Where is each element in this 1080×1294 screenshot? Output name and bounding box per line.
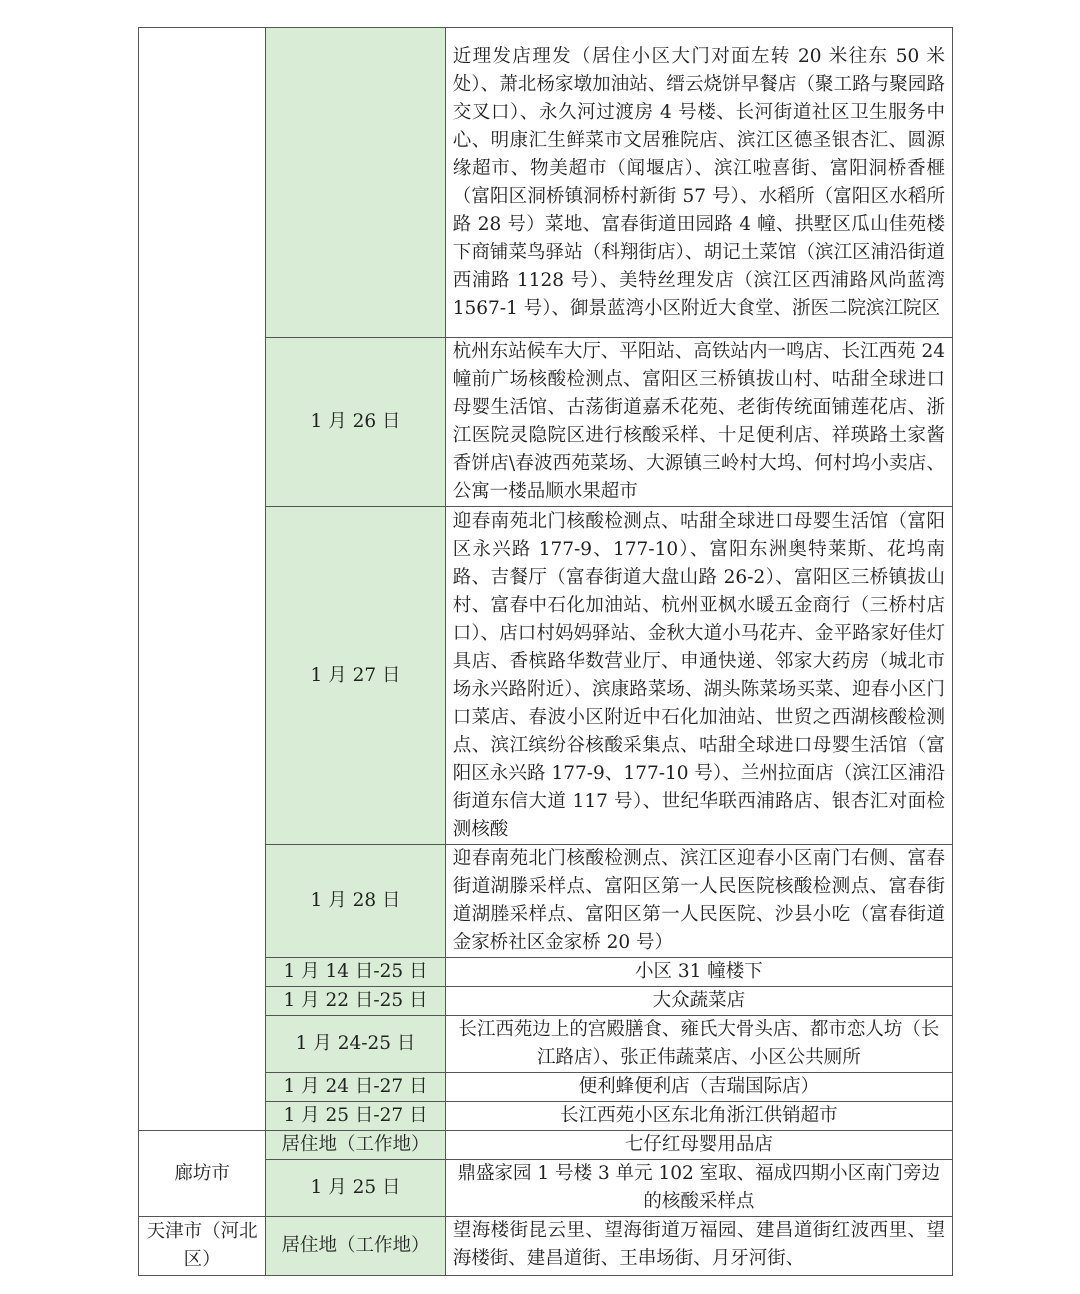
city-cell-tianjin: 天津市（河北区） xyxy=(139,1217,266,1276)
places-cell: 小区 31 幢楼下 xyxy=(445,958,952,987)
places-cell: 便利蜂便利店（吉瑞国际店） xyxy=(445,1073,952,1102)
city-cell-langfang: 廊坊市 xyxy=(139,1131,266,1217)
date-cell: 1 月 27 日 xyxy=(266,507,445,845)
table-row xyxy=(139,1131,953,1160)
places-cell: 杭州东站候车大厅、平阳站、高铁站内一鸣店、长江西苑 24 幢前广场核酸检测点、富阳区三桥镇拔山村、咕甜全球进口母婴生活馆、古荡街道嘉禾花苑、老街传统面铺莲花店、浙江医院灵隐院区进行核酸采样、十足便利店、祥瑛路土家酱香饼店\春波西苑菜场、大源镇三岭村大坞、何村坞小卖店、公寓一楼品顺水果超市 xyxy=(445,338,952,507)
places-cell: 迎春南苑北门核酸检测点、咕甜全球进口母婴生活馆（富阳区永兴路 177-9、177-10）、富阳东洲奥特莱斯、花坞南路、吉餐厅（富春街道大盘山路 26-2）、富阳区三桥镇拔山村、富春中石化加油站、杭州亚枫水暖五金商行（三桥村店口）、店口村妈妈驿站、金秋大道小马花卉、金平路家好佳灯具店、香槟路华数营业厅、申通快递、邻家大药房（城北市场永兴路附近）、滨康路菜场、湖头陈菜场买菜、迎春小区门口菜店、春波小区附近中石化加油站、世贸之西湖核酸检测点、滨江缤纷谷核酸采集点、咕甜全球进口母婴生活馆（富阳区永兴路 177-9、177-10 号）、兰州拉面店（滨江区浦沿街道东信大道 117 号）、世纪华联西浦路店、银杏汇对面检测核酸 xyxy=(445,507,952,845)
date-cell: 1 月 24 日-27 日 xyxy=(266,1073,445,1102)
date-cell: 1 月 28 日 xyxy=(266,845,445,958)
places-cell: 长江西苑边上的宫殿膳食、雍氏大骨头店、都市恋人坊（长江路店）、张正伟蔬菜店、小区公共厕所 xyxy=(445,1016,952,1073)
date-cell: 居住地（工作地） xyxy=(266,1131,445,1160)
date-cell: 1 月 22 日-25 日 xyxy=(266,987,445,1016)
date-cell: 1 月 26 日 xyxy=(266,338,445,507)
places-cell: 近理发店理发（居住小区大门对面左转 20 米往东 50 米处）、萧北杨家墩加油站、缙云烧饼早餐店（聚工路与聚园路交叉口）、永久河过渡房 4 号楼、长河街道社区卫生服务中心、明康汇生鲜菜市文居雅院店、滨江区德圣银杏汇、圆源缘超市、物美超市（闻堰店）、滨江啦喜街、富阳洞桥香榧（富阳区洞桥镇洞桥村新街 57 号）、水稻所（富阳区水稻所路 28 号）菜地、富春街道田园路 4 幢、拱墅区瓜山佳苑楼下商铺菜鸟驿站（科翔街店）、胡记土菜馆（滨江区浦沿街道西浦路 1128 号）、美特丝理发店（滨江区西浦路风尚蓝湾 1567-1 号）、御景蓝湾小区附近大食堂、浙医二院滨江院区 xyxy=(445,28,952,338)
date-cell xyxy=(266,28,445,338)
table-row xyxy=(139,1217,953,1276)
date-cell: 1 月 14 日-25 日 xyxy=(266,958,445,987)
city-cell-hangzhou xyxy=(139,28,266,1131)
places-cell: 七仔红母婴用品店 xyxy=(445,1131,952,1160)
places-cell: 长江西苑小区东北角浙江供销超市 xyxy=(445,1102,952,1131)
places-cell: 鼎盛家园 1 号楼 3 单元 102 室取、福成四期小区南门旁边的核酸采样点 xyxy=(445,1160,952,1217)
date-cell: 1 月 25 日 xyxy=(266,1160,445,1217)
date-cell: 居住地（工作地） xyxy=(266,1217,445,1276)
places-cell: 大众蔬菜店 xyxy=(445,987,952,1016)
places-cell: 迎春南苑北门核酸检测点、滨江区迎春小区南门右侧、富春街道湖滕采样点、富阳区第一人民医院核酸检测点、富春街道湖塍采样点、富阳区第一人民医院、沙县小吃（富春街道金家桥社区金家桥 20 号） xyxy=(445,845,952,958)
date-cell: 1 月 25 日-27 日 xyxy=(266,1102,445,1131)
locations-table xyxy=(138,27,953,1276)
places-cell: 望海楼街昆云里、望海街道万福园、建昌道街红波西里、望海楼街、建昌道街、王串场街、月牙河街、 xyxy=(445,1217,952,1276)
date-cell: 1 月 24-25 日 xyxy=(266,1016,445,1073)
table-row xyxy=(139,28,953,338)
